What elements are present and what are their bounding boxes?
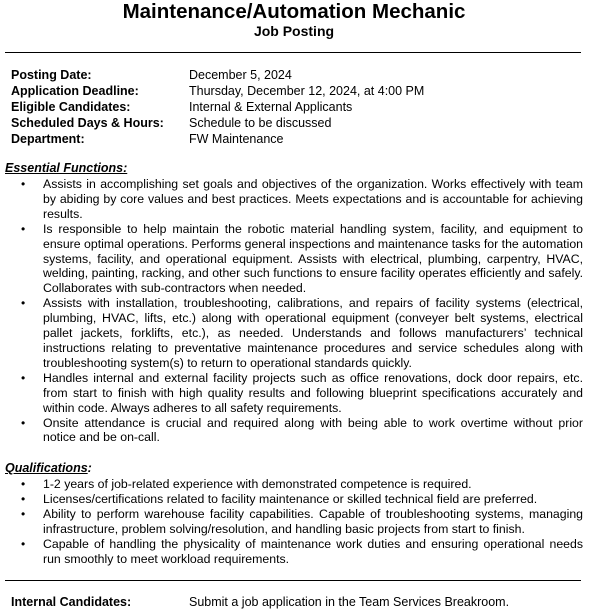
list-item: [21, 371, 583, 416]
list-item: [21, 537, 583, 567]
internal-candidates-value: Submit a job application in the Team Services Breakroom.: [189, 595, 510, 609]
bullet-icon: •: [21, 506, 26, 521]
list-item: [21, 492, 583, 507]
essential-functions-list: [21, 177, 583, 445]
detail-value: Thursday, December 12, 2024, at 4:00 PM: [189, 84, 425, 98]
bullet-icon: •: [21, 296, 26, 311]
detail-label: Eligible Candidates:: [11, 100, 131, 114]
bullet-icon: •: [21, 221, 26, 236]
list-item-text: Licenses/certifications related to facility maintenance or skilled technical field are preferred.: [43, 491, 538, 506]
detail-row-posting-date: [11, 67, 581, 83]
list-item-text: 1-2 years of job-related experience with demonstrated competence is required.: [43, 477, 472, 491]
qualifications-list: [21, 477, 583, 566]
qualifications-heading: [5, 460, 92, 476]
detail-value: Schedule to be discussed: [189, 116, 332, 130]
list-item-text: Onsite attendance is crucial and required along with being able to work overtime without prior notice and be on-call.: [43, 415, 583, 445]
list-item: [21, 222, 583, 297]
list-item: [21, 296, 583, 371]
detail-row-application-deadline: [11, 83, 581, 99]
posting-details: [11, 67, 581, 147]
document-subtitle: Job Posting: [253, 23, 335, 39]
detail-label: Posting Date:: [11, 68, 92, 82]
detail-row-eligible-candidates: [11, 99, 581, 115]
qualifications-heading-text: Qualifications: [5, 461, 88, 475]
bullet-icon: •: [21, 370, 26, 385]
list-item-text: Is responsible to help maintain the robotic material handling system, facility, and equipment to ensure optimal operations. Performs general inspections and maintenance tasks for the automation systems, facility, and operational equipment. Assists with electrical, plumbing, carpentry, HVAC, welding, painting, racking, and other such functions to ensure facility operates efficiently and safely. Collaborates with sub-contractors when needed.: [43, 221, 584, 296]
list-item-text: Assists in accomplishing set goals and objectives of the organization. Works effectively with team by abiding by core values and best practices. Meets expectations and is accountable for achieving results.: [43, 177, 583, 221]
bottom-divider: [5, 580, 581, 581]
list-item: [21, 477, 583, 492]
qualifications-heading-colon: :: [87, 461, 92, 475]
detail-label: Department:: [11, 132, 85, 146]
bullet-icon: •: [21, 477, 26, 491]
list-item-text: Ability to perform warehouse facility capabilities. Capable of troubleshooting systems, managing infrastructure, problem solving/resolution, and handling basic projects from start to finish.: [43, 506, 583, 536]
detail-value: FW Maintenance: [189, 132, 284, 146]
detail-label: Scheduled Days & Hours:: [11, 116, 164, 130]
detail-value: Internal & External Applicants: [189, 100, 353, 114]
list-item-text: Handles internal and external facility projects such as office renovations, dock door repairs, etc. from start to finish with high quality results and following blueprint specifications accurately and within code. Always adheres to all safety requirements.: [43, 370, 583, 415]
detail-row-department: [11, 131, 581, 147]
list-item: [21, 177, 583, 222]
document-title: Maintenance/Automation Mechanic: [122, 0, 466, 23]
internal-candidates-row: [11, 594, 581, 610]
list-item-text: Assists with installation, troubleshooting, calibrations, and repairs of facility systems (electrical, plumbing, HVAC, lifts, etc.) along with operational equipment (conveyer belt systems, electrical pallet jackets, forklifts, etc.), as needed. Understands and follows manufacturers’ technical instructions relating to preventative maintenance procedures and service schedules along with troubleshooting system(s) to return to operational standards quickly.: [43, 296, 583, 370]
bullet-icon: •: [21, 177, 26, 191]
list-item: [21, 416, 583, 446]
top-divider: [5, 52, 581, 53]
bullet-icon: •: [21, 415, 26, 430]
internal-candidates-label: Internal Candidates:: [11, 595, 132, 609]
detail-value: December 5, 2024: [189, 68, 292, 82]
list-item: [21, 507, 583, 537]
list-item-text: Capable of handling the physicality of maintenance work duties and ensuring operational needs run smoothly to meet workload requirements.: [43, 536, 583, 566]
bullet-icon: •: [21, 536, 26, 551]
essential-functions-heading: Essential Functions:: [5, 161, 128, 175]
bullet-icon: •: [21, 491, 26, 506]
detail-label: Application Deadline:: [11, 84, 139, 98]
detail-row-scheduled-days: [11, 115, 581, 131]
